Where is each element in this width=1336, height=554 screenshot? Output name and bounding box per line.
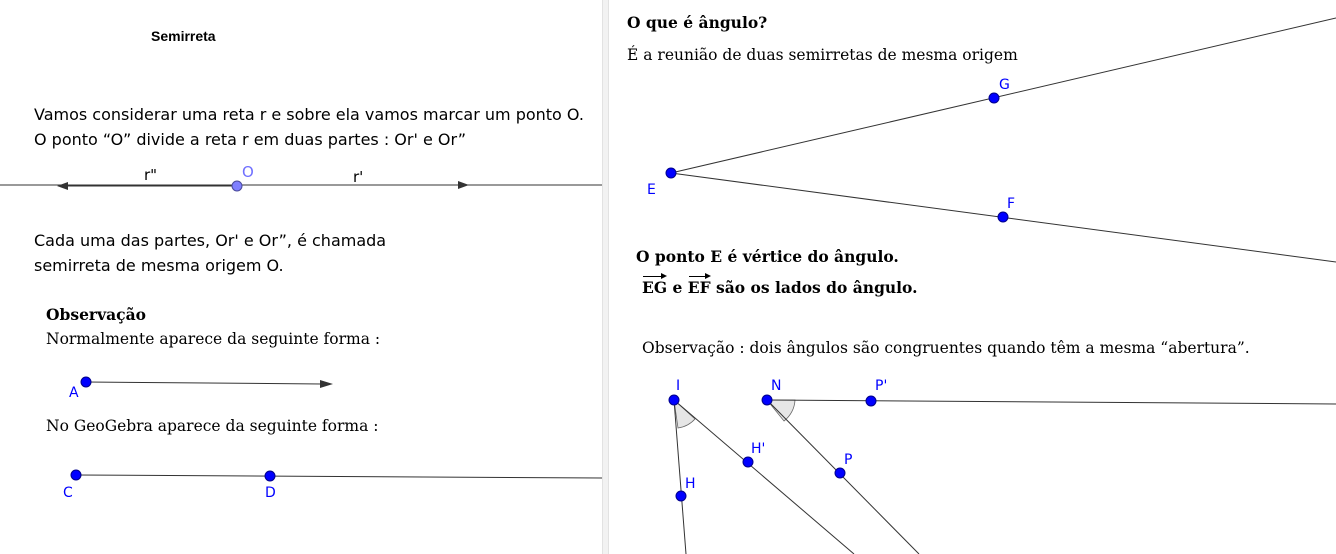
label-n: N [771, 378, 782, 394]
vector-eg: EG [642, 276, 667, 300]
label-f: F [1007, 196, 1016, 212]
point-d[interactable] [265, 471, 275, 481]
ray-a-arrowhead [320, 380, 333, 388]
point-e[interactable] [666, 168, 676, 178]
vector-ef: EF [688, 276, 711, 300]
sides-text [642, 276, 918, 300]
label-r1: r' [353, 168, 364, 186]
label-p: P [844, 452, 853, 468]
title-semirreta: Semirreta [151, 28, 216, 44]
label-p2: P' [875, 378, 888, 394]
label-h: H [685, 476, 696, 492]
congruent-observation: Observação : dois ângulos são congruentes quando têm a mesma “abertura”. [642, 339, 1250, 357]
point-o[interactable] [232, 181, 242, 191]
vertex-text: O ponto E é vértice do ângulo. [636, 247, 899, 266]
label-a: A [69, 385, 79, 401]
definition-text: É a reunião de duas semirretas de mesma origem [627, 46, 1018, 64]
right-graphics-view[interactable] [609, 0, 1336, 554]
parts-line-2: semirreta de mesma origem O. [34, 256, 284, 275]
point-a[interactable] [81, 377, 91, 387]
parts-line-1: Cada uma das partes, Or' e Or”, é chamada [34, 231, 387, 250]
left-graphics-view[interactable] [0, 0, 602, 554]
ray-or1-arrowhead [458, 181, 469, 189]
sides-rest: são os lados do ângulo. [715, 278, 918, 297]
observacao-heading: Observação [46, 305, 146, 324]
label-i: I [676, 378, 681, 394]
ray-cd[interactable] [76, 475, 602, 478]
label-c: C [63, 485, 73, 501]
label-h2: H' [751, 441, 766, 457]
ray-np2[interactable] [767, 400, 1336, 404]
ray-or2-arrowhead [57, 182, 68, 190]
intro-line-1: Vamos considerar uma reta r e sobre ela vamos marcar um ponto O. [34, 105, 584, 124]
sides-conjunction: e [672, 278, 683, 297]
ray-a[interactable] [86, 382, 322, 384]
label-o: O [242, 163, 254, 181]
label-d: D [265, 485, 276, 501]
geogebra-form-text: No GeoGebra aparece da seguinte forma : [46, 417, 379, 435]
ray-ih2[interactable] [674, 400, 854, 554]
point-c[interactable] [71, 470, 81, 480]
label-g: G [999, 77, 1010, 93]
view-divider[interactable] [602, 0, 609, 554]
point-g[interactable] [989, 93, 999, 103]
intro-line-2: O ponto “O” divide a reta r em duas partes : Or' e Or” [34, 130, 467, 149]
normal-form-text: Normalmente aparece da seguinte forma : [46, 330, 381, 348]
label-e: E [647, 182, 656, 198]
heading-o-que-e-angulo: O que é ângulo? [627, 13, 768, 32]
label-r2: r" [144, 166, 158, 184]
